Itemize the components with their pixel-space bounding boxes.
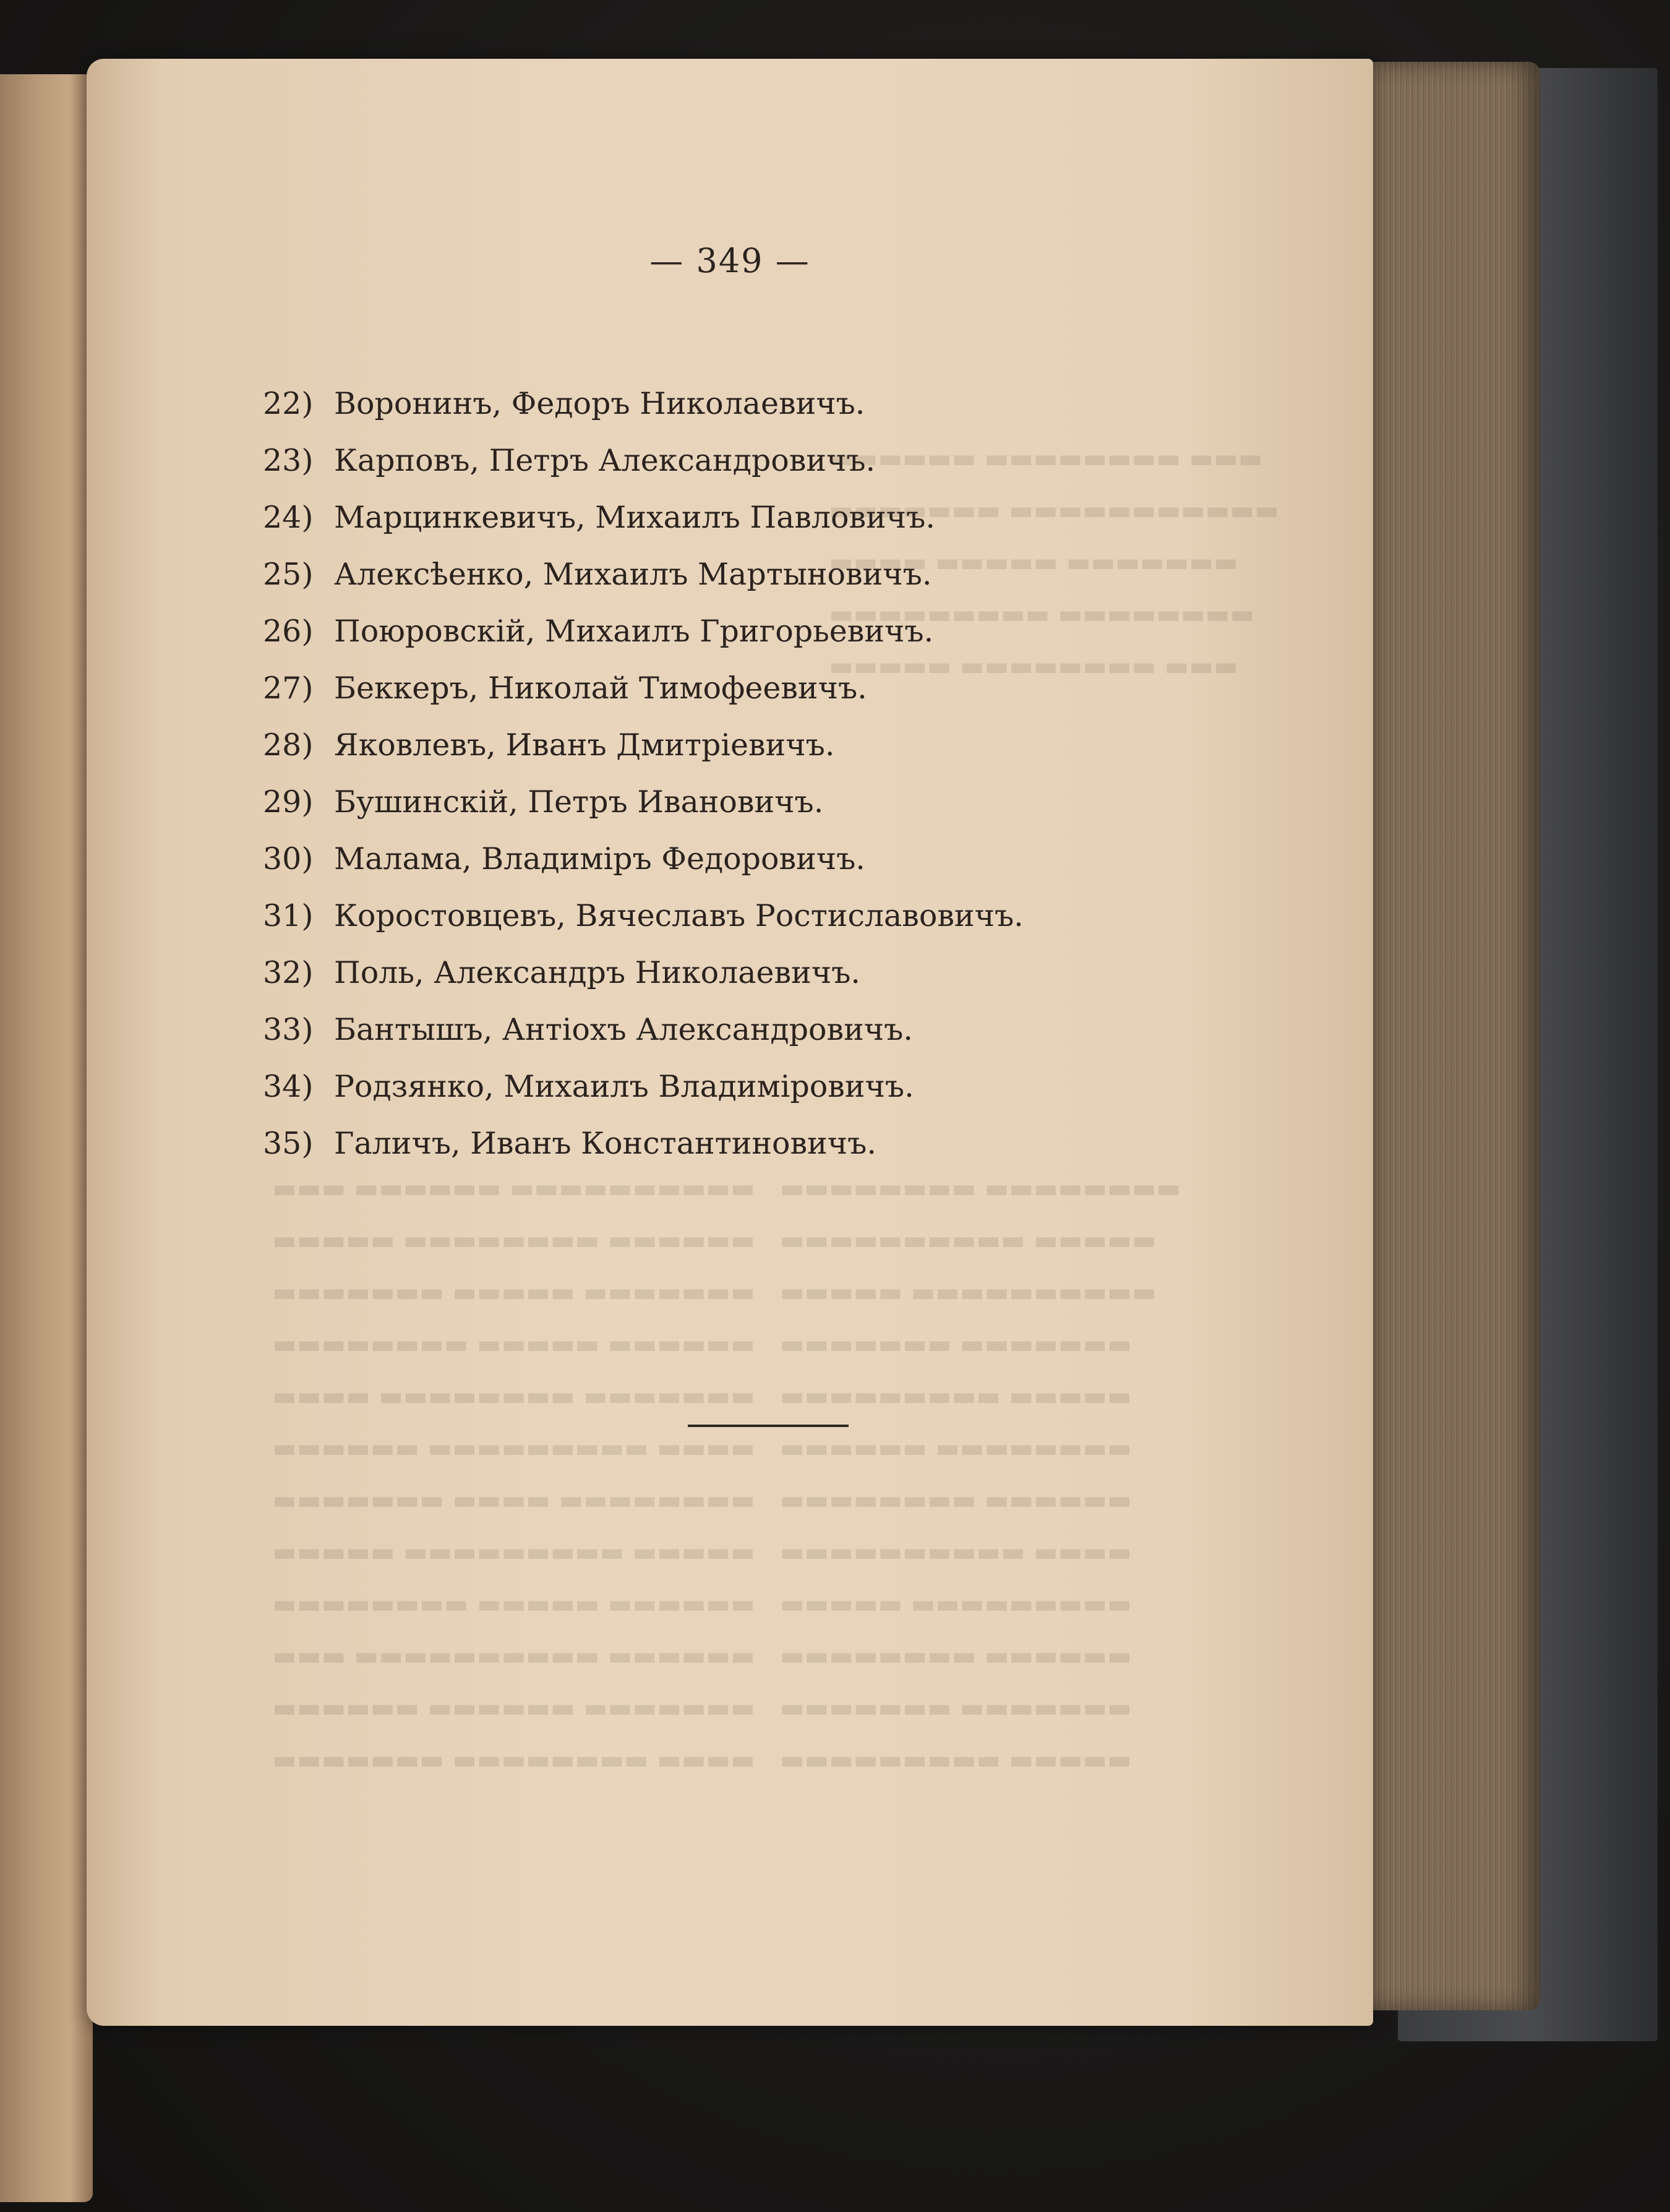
item-name: Малама, Владиміръ Федоровичъ. (334, 841, 865, 877)
item-number: 25) (263, 557, 314, 592)
item-number: 33) (263, 1012, 314, 1047)
list-item (263, 1001, 1024, 1058)
item-name: Бантышъ, Антіохъ Александровичъ. (334, 1012, 913, 1047)
item-name: Беккеръ, Николай Тимофеевичъ. (334, 671, 867, 706)
item-number: 32) (263, 955, 314, 990)
item-number: 26) (263, 614, 314, 649)
item-name: Коростовцевъ, Вячеславъ Ростиславовичъ. (334, 898, 1024, 933)
item-name: Родзянко, Михаилъ Владиміровичъ. (334, 1069, 914, 1104)
item-number: 35) (263, 1126, 314, 1161)
show-through-texture: ▬▬▬▬▬▬ ▬▬▬▬▬▬▬▬ ▬▬▬ ▬▬▬▬▬▬▬ ▬▬▬▬▬▬▬▬▬▬▬ ▬▬▬▬ ▬▬▬▬▬ ▬▬▬▬▬▬▬ ▬▬▬▬▬▬▬▬▬ ▬▬▬▬▬▬▬▬ ▬▬▬▬▬ ▬▬▬▬▬▬▬▬ ▬▬▬ (829, 443, 1279, 681)
list-item (263, 831, 1024, 888)
list-item (263, 1058, 1024, 1115)
item-name: Алексѣенко, Михаилъ Мартыновичъ. (334, 557, 932, 592)
item-number: 22) (263, 386, 314, 421)
item-name: Воронинъ, Федоръ Николаевичъ. (334, 386, 865, 421)
list-item (263, 375, 1024, 432)
item-name: Бушинскій, Петръ Ивановичъ. (334, 784, 824, 820)
item-name: Яковлевъ, Иванъ Дмитріевичъ. (334, 727, 835, 763)
list-item (263, 717, 1024, 774)
list-item (263, 432, 1024, 489)
item-name: Поюровскій, Михаилъ Григорьевичъ. (334, 614, 934, 649)
item-name: Галичъ, Иванъ Константиновичъ. (334, 1126, 876, 1161)
list-item (263, 546, 1024, 603)
item-number: 34) (263, 1069, 314, 1104)
end-rule-divider (688, 1425, 849, 1427)
item-name: Карповъ, Петръ Александровичъ. (334, 443, 876, 478)
name-list (263, 375, 1024, 1172)
item-number: 31) (263, 898, 314, 933)
item-number: 30) (263, 841, 314, 877)
item-number: 28) (263, 727, 314, 763)
list-item (263, 774, 1024, 831)
page-number: — 349 — (649, 241, 810, 280)
list-item (263, 1115, 1024, 1172)
item-name: Поль, Александръ Николаевичъ. (334, 955, 860, 990)
item-name: Марцинкевичъ, Михаилъ Павловичъ. (334, 500, 935, 535)
item-number: 27) (263, 671, 314, 706)
list-item (263, 888, 1024, 945)
item-number: 29) (263, 784, 314, 820)
item-number: 24) (263, 500, 314, 535)
list-item (263, 945, 1024, 1001)
show-through-texture-lower: ▬▬▬ ▬▬▬▬▬▬ ▬▬▬▬▬▬▬▬▬▬ ▬▬▬▬▬▬▬▬ ▬▬▬▬▬▬▬▬ ▬▬▬▬▬ ▬▬▬▬▬▬▬▬ ▬▬▬▬▬▬ ▬▬▬▬▬▬▬▬▬▬ ▬▬▬▬▬ ▬▬▬▬▬▬▬ ▬▬▬▬▬ ▬▬▬▬▬▬▬ ▬▬▬▬▬ ▬▬▬▬▬▬▬▬▬▬ ▬▬▬▬▬▬▬▬ ▬▬▬▬▬ ▬▬▬▬▬▬ ▬▬▬▬▬▬▬ ▬▬▬▬▬▬▬ ▬▬▬▬ ▬▬▬▬▬▬▬▬ ▬▬▬▬▬▬▬ ▬▬▬▬▬▬▬▬▬ ▬▬▬▬▬ ▬▬▬▬▬▬ ▬▬▬▬▬▬▬▬▬ ▬▬▬▬ ▬▬▬▬▬▬ ▬▬▬▬▬▬▬▬ ▬▬▬▬▬▬▬ ▬▬▬▬ ▬▬▬▬▬▬▬▬ ▬▬▬▬▬▬▬▬ ▬▬▬▬▬▬ ▬▬▬▬▬ ▬▬▬▬▬▬▬▬▬ ▬▬▬▬▬ ▬▬▬▬▬▬▬▬▬▬ ▬▬▬▬ ▬▬▬▬▬▬▬▬ ▬▬▬▬▬ ▬▬▬▬▬▬ ▬▬▬▬▬ ▬▬▬▬▬▬▬▬▬ ▬▬▬ ▬▬▬▬▬▬▬▬▬▬ ▬▬▬▬▬▬ ▬▬▬▬▬▬▬▬ ▬▬▬▬▬▬ ▬▬▬▬▬▬ ▬▬▬▬▬▬ ▬▬▬▬▬▬▬ ▬▬▬▬▬▬▬ ▬▬▬▬▬▬▬ ▬▬▬▬▬▬▬ ▬▬▬▬▬▬▬▬ ▬▬▬▬ ▬▬▬▬▬▬▬▬▬ ▬▬▬▬▬ (272, 1173, 1181, 1775)
book-page (87, 59, 1373, 2026)
facing-page-edge (0, 74, 93, 2202)
list-item (263, 489, 1024, 546)
list-item (263, 660, 1024, 717)
list-item (263, 603, 1024, 660)
item-number: 23) (263, 443, 314, 478)
